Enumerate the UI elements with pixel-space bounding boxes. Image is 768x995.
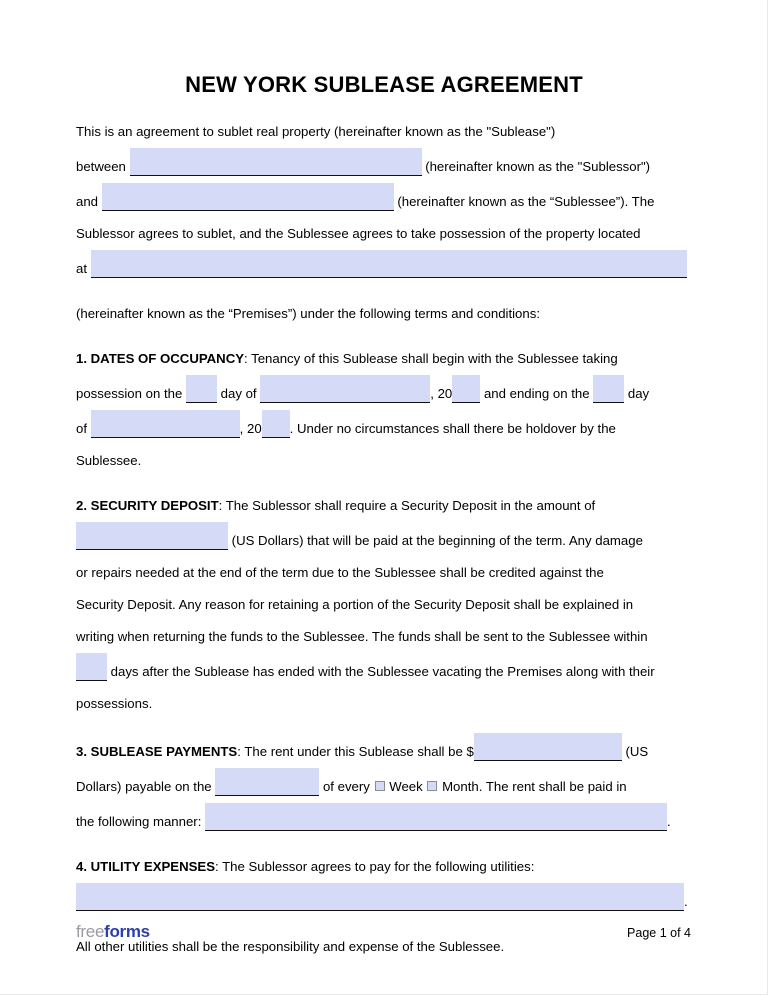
freeforms-logo	[76, 922, 150, 942]
sublessee-name-field[interactable]	[102, 183, 394, 211]
page-title: NEW YORK SUBLEASE AGREEMENT	[185, 72, 583, 97]
end-day-field[interactable]	[593, 375, 624, 403]
section-2-text-7: possessions.	[76, 696, 153, 711]
sublessor-suffix: (hereinafter known as the "Sublessor")	[425, 159, 651, 174]
section-2-security-deposit	[76, 490, 692, 522]
start-year-field[interactable]	[452, 375, 480, 403]
intro-line-3	[76, 183, 692, 218]
intro-line-4	[76, 218, 692, 250]
section-2-text-6: days after the Sublease has ended with the Sublessee vacating the Premises along with their	[110, 664, 655, 679]
page-number: Page 1 of 4	[627, 926, 691, 940]
section-2-line-3	[76, 557, 692, 589]
section-2-line-5	[76, 621, 692, 653]
between-label: between	[76, 159, 126, 174]
checkbox-month-label: Month.	[442, 779, 483, 794]
section-3-line-2	[76, 768, 692, 803]
intro-line-2	[76, 148, 692, 183]
intro-line-6	[76, 298, 692, 330]
and-label: and	[76, 194, 99, 209]
section-4-text-1: The Sublessor agrees to pay for the following utilities:	[218, 859, 535, 874]
section-3-text-7: .	[667, 814, 671, 829]
section-2-text-3: or repairs needed at the end of the term due to the Sublessee shall be credited against the	[76, 565, 604, 580]
section-1-colon: :	[244, 351, 248, 366]
section-2-text-4: Security Deposit. Any reason for retaining a portion of the Security Deposit shall be explained in	[76, 597, 634, 612]
section-3-heading: 3. SUBLEASE PAYMENTS	[76, 744, 238, 759]
end-month-field[interactable]	[91, 410, 240, 438]
section-2-heading: 2. SECURITY DEPOSIT	[76, 498, 219, 513]
payment-due-day-field[interactable]	[215, 768, 319, 796]
security-deposit-amount-field[interactable]	[76, 522, 228, 550]
section-1-text-7: of	[76, 421, 87, 436]
sublessor-name-field[interactable]	[130, 148, 422, 176]
premises-definition-text: (hereinafter known as the “Premises”) under the following terms and conditions:	[76, 306, 540, 321]
payment-manner-field[interactable]	[205, 803, 667, 831]
section-1-text-3: day of	[220, 386, 257, 401]
checkbox-week[interactable]	[375, 781, 385, 791]
document-content	[76, 0, 692, 963]
rent-amount-field[interactable]	[474, 733, 622, 761]
section-2-line-4	[76, 589, 692, 621]
at-label: at	[76, 261, 87, 276]
section-2-text-1: The Sublessor shall require a Security Deposit in the amount of	[222, 498, 596, 513]
section-2-text-2: (US Dollars) that will be paid at the beginning of the term. Any damage	[231, 533, 643, 548]
end-year-field[interactable]	[262, 410, 290, 438]
section-1-line-4	[76, 445, 692, 477]
section-3-sublease-payments	[76, 733, 692, 768]
return-days-field[interactable]	[76, 653, 107, 681]
section-2-line-6	[76, 653, 692, 688]
section-3-text-5: The rent shall be paid in	[485, 779, 627, 794]
section-1-text-9: . Under no circumstances shall there be holdover by the	[289, 421, 616, 436]
intro-line-4-text: Sublessor agrees to sublet, and the Sublessee agrees to take possession of the property located	[76, 226, 641, 241]
section-2-line-7	[76, 688, 692, 720]
section-1-text-4: , 20	[430, 386, 453, 401]
checkbox-week-label: Week	[389, 779, 423, 794]
section-3-text-2: (US	[625, 744, 649, 759]
section-1-heading: 1. DATES OF OCCUPANCY	[76, 351, 245, 366]
page-footer	[76, 922, 691, 946]
section-1-text-6: day	[627, 386, 650, 401]
section-3-line-3	[76, 803, 692, 838]
start-month-field[interactable]	[260, 375, 430, 403]
utilities-field[interactable]	[76, 883, 684, 911]
logo-text-forms: forms	[104, 922, 150, 941]
intro-line-1: This is an agreement to sublet real property (hereinafter known as the "Sublease")	[76, 124, 556, 139]
section-4-line-2	[76, 883, 692, 918]
section-2-line-2	[76, 522, 692, 557]
section-1-line-2	[76, 375, 692, 410]
sublessee-suffix: (hereinafter known as the “Sublessee”). The	[397, 194, 655, 209]
section-3-text-6: the following manner:	[76, 814, 202, 829]
section-4-text-2: .	[684, 894, 688, 909]
section-1-text-10: Sublessee.	[76, 453, 142, 468]
section-4-colon: :	[215, 859, 219, 874]
intro-line-5	[76, 250, 692, 285]
section-2-text-5: writing when returning the funds to the Sublessee. The funds shall be sent to the Sublessee within	[76, 629, 648, 644]
property-address-field[interactable]	[91, 250, 687, 278]
start-day-field[interactable]	[186, 375, 217, 403]
section-1-text-1: Tenancy of this Sublease shall begin with the Sublessee taking	[247, 351, 618, 366]
section-3-text-3: Dollars) payable on the	[76, 779, 212, 794]
section-4-text-3: All other utilities shall be the responsibility and expense of the Sublessee.	[76, 939, 505, 954]
checkbox-month[interactable]	[427, 781, 437, 791]
section-1-text-8: , 20	[239, 421, 262, 436]
section-1-dates-of-occupancy	[76, 343, 692, 375]
section-2-colon: :	[218, 498, 223, 513]
section-1-text-2: possession on the	[76, 386, 183, 401]
section-3-colon: :	[237, 744, 241, 759]
intro-paragraph	[76, 116, 692, 148]
section-1-text-5: and ending on the	[483, 386, 590, 401]
section-3-text-1: The rent under this Sublease shall be $	[240, 744, 474, 759]
section-1-line-3	[76, 410, 692, 445]
logo-text-free: free	[76, 922, 105, 941]
section-4-heading: 4. UTILITY EXPENSES	[76, 859, 215, 874]
section-4-utility-expenses	[76, 851, 692, 883]
section-3-text-4: of every	[322, 779, 370, 794]
